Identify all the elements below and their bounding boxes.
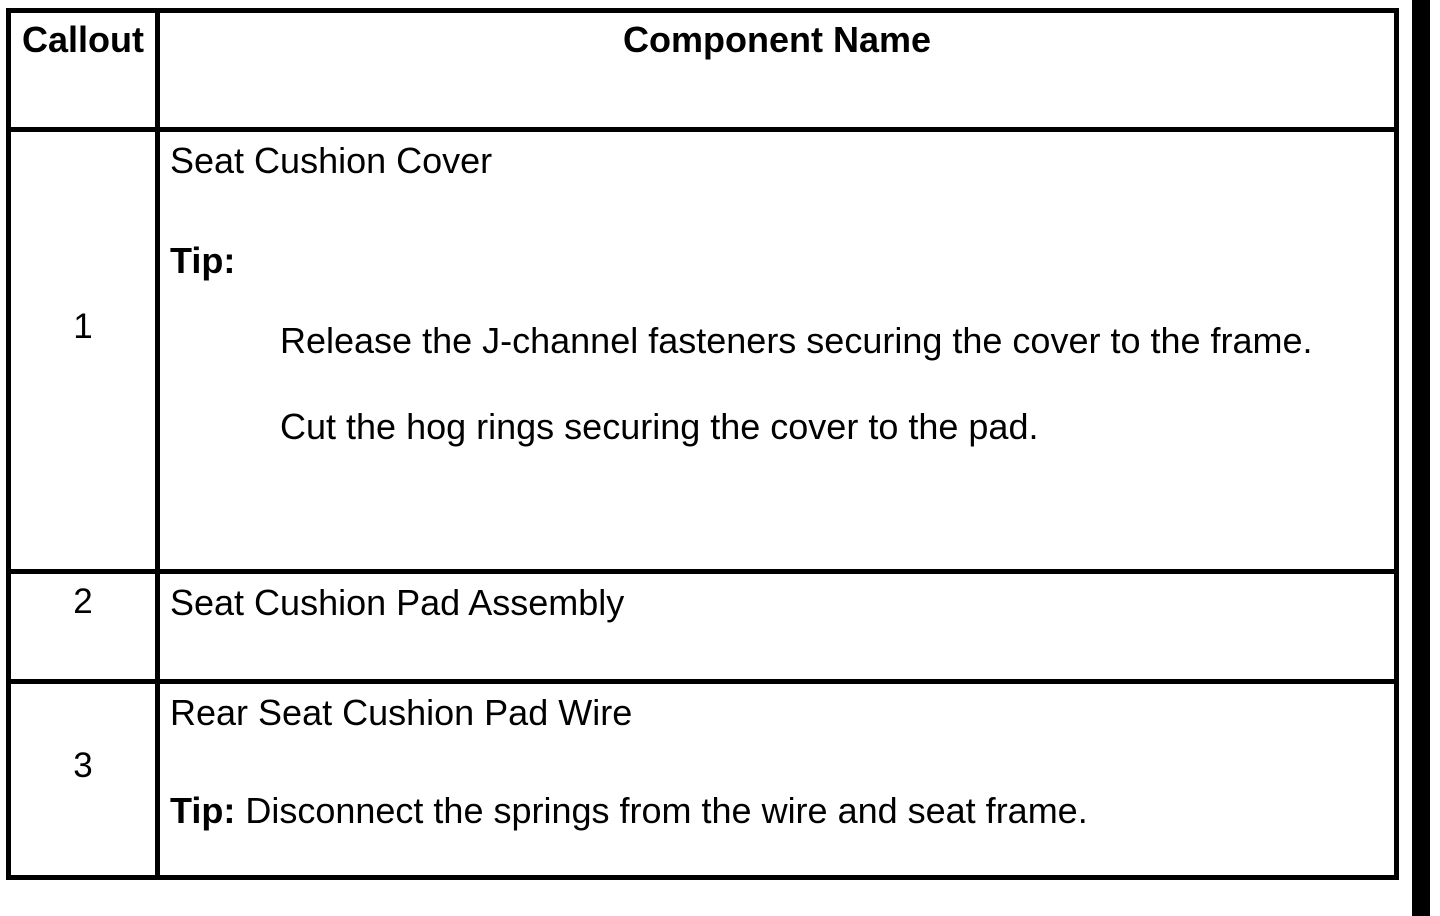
tip-step-list	[170, 318, 1384, 450]
callout-number: 3	[73, 745, 93, 785]
tip-step: Release the J-channel fasteners securing the cover to the frame.	[280, 320, 1313, 361]
tip-heading	[170, 240, 1384, 282]
tip-text: Disconnect the springs from the wire and seat frame.	[235, 790, 1088, 831]
component-cell	[158, 130, 1397, 572]
table-header-row	[9, 11, 1397, 130]
tip-label: Tip:	[170, 240, 236, 281]
component-cell	[158, 682, 1397, 878]
table-row	[9, 682, 1397, 878]
tip-label: Tip:	[170, 790, 236, 831]
component-cell	[158, 572, 1397, 682]
tip-step: Cut the hog rings securing the cover to the pad.	[280, 406, 1039, 447]
callout-header: Callout	[9, 11, 158, 130]
component-table	[6, 8, 1399, 880]
callout-number: 2	[73, 582, 93, 621]
table-row	[9, 130, 1397, 572]
callout-cell	[9, 572, 158, 682]
page-edge-bar	[1412, 0, 1430, 916]
tip-line	[170, 790, 1384, 832]
callout-cell	[9, 130, 158, 572]
callout-number: 1	[73, 306, 93, 346]
component-name-header: Component Name	[158, 11, 1397, 130]
component-name: Seat Cushion Pad Assembly	[170, 582, 625, 623]
callout-cell	[9, 682, 158, 878]
component-name: Seat Cushion Cover	[170, 140, 493, 181]
table-row	[9, 572, 1397, 682]
component-name: Rear Seat Cushion Pad Wire	[170, 692, 633, 733]
